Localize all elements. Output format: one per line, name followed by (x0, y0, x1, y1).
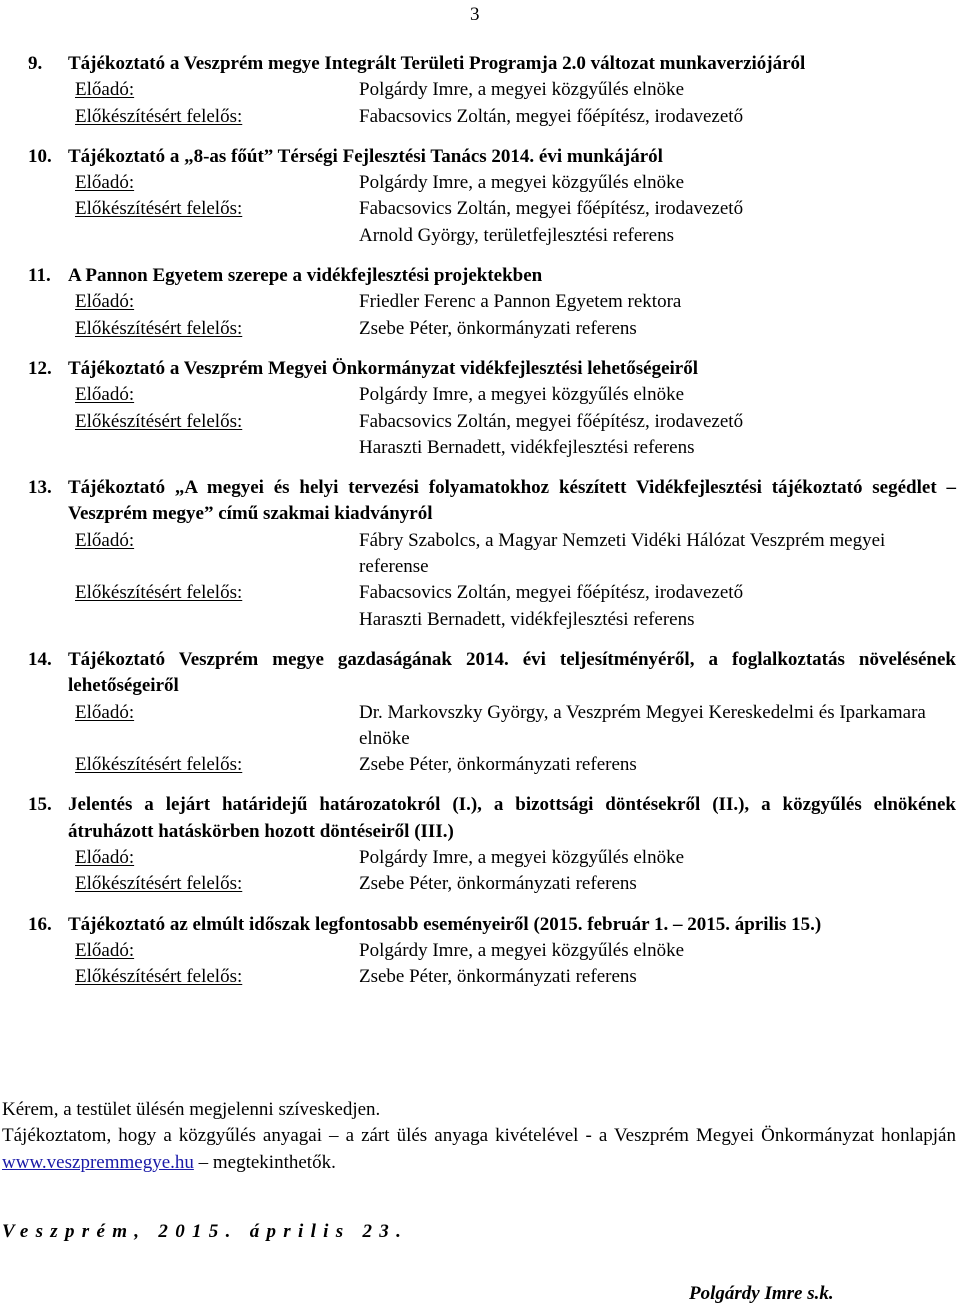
role-values (359, 196, 956, 249)
agenda-item-title: A Pannon Egyetem szerepe a vidékfejlesztési projektekben (68, 265, 543, 287)
agenda-item-heading (28, 647, 956, 700)
agenda-item (28, 51, 956, 130)
responsible-row (75, 580, 956, 633)
responsible-row (75, 104, 956, 130)
role-values (359, 382, 956, 408)
presenter-row (75, 382, 956, 408)
role-values (359, 700, 956, 753)
page-number: 3 (470, 4, 480, 25)
agenda-item-heading (28, 912, 956, 938)
agenda-item-number: 11. (28, 265, 51, 287)
responsible-name: Zsebe Péter, önkormányzati referens (359, 754, 637, 776)
presenter-row (75, 700, 956, 753)
presenter-label: Előadó: (75, 291, 135, 313)
agenda-item-heading (28, 144, 956, 170)
role-values (359, 964, 956, 990)
presenter-row (75, 845, 956, 871)
agenda-item-number: 10. (28, 145, 52, 167)
agenda-item-number: 15. (28, 794, 52, 816)
presenter-label: Előadó: (75, 847, 135, 869)
responsible-name: Fabacsovics Zoltán, megyei főépítész, irodavezető (359, 410, 744, 432)
role-values (359, 752, 956, 778)
presenter-name: Dr. Markovszky György, a Veszprém Megyei Kereskedelmi és Iparkamara elnöke (359, 701, 926, 749)
agenda-item-heading (28, 51, 956, 77)
presenter-label: Előadó: (75, 939, 135, 961)
role-values (359, 580, 956, 633)
presenter-name: Fábry Szabolcs, a Magyar Nemzeti Vidéki Hálózat Veszprém megyei referense (359, 529, 886, 578)
agenda-item (28, 356, 956, 461)
materials-notice-end: – megtekinthetők. (193, 1151, 336, 1173)
role-values (359, 104, 956, 130)
agenda-item-title: Tájékoztató „A megyei és helyi tervezési folyamatokhoz készített Vidékfejlesztési tájékoztató segédlet – Veszprém megye” című szakmai kiadványról (68, 477, 956, 525)
agenda-item-heading (28, 475, 956, 528)
presenter-label: Előadó: (75, 79, 135, 101)
role-values (359, 77, 956, 103)
responsible-label: Előkészítésért felelős: (75, 754, 243, 776)
agenda-item-number: 14. (28, 648, 52, 670)
presenter-row (75, 170, 956, 196)
presenter-label: Előadó: (75, 701, 135, 723)
agenda-item-heading (28, 792, 956, 845)
presenter-name: Polgárdy Imre, a megyei közgyűlés elnöke (359, 384, 685, 406)
responsible-name: Zsebe Péter, önkormányzati referens (359, 873, 637, 895)
role-values (359, 170, 956, 196)
agenda-item-title: Tájékoztató a Veszprém megye Integrált Területi Programja 2.0 változat munkaverziójáról (68, 53, 806, 74)
closing-section (2, 1097, 956, 1176)
responsible-row (75, 964, 956, 990)
agenda-item-number: 13. (28, 477, 52, 499)
agenda-item-number: 12. (28, 357, 52, 379)
responsible-name: Fabacsovics Zoltán, megyei főépítész, irodavezető (359, 582, 744, 604)
agenda-item (28, 792, 956, 897)
responsible-name: Fabacsovics Zoltán, megyei főépítész, irodavezető (359, 198, 744, 220)
role-values (359, 938, 956, 964)
agenda-item (28, 647, 956, 778)
agenda-item-title: Tájékoztató a „8-as főút” Térségi Fejlesztési Tanács 2014. évi munkájáról (68, 145, 663, 167)
presenter-label: Előadó: (75, 529, 135, 551)
agenda-item-title: Tájékoztató az elmúlt időszak legfontosabb eseményeiről (2015. február 1. – 2015. április 15.) (68, 913, 822, 935)
agenda-item-heading (28, 263, 956, 289)
responsible-label: Előkészítésért felelős: (75, 198, 243, 220)
agenda-item (28, 912, 956, 991)
role-values (359, 871, 956, 897)
agenda-item-heading (28, 356, 956, 382)
presenter-name: Polgárdy Imre, a megyei közgyűlés elnöke (359, 847, 685, 869)
agenda-item-number: 9. (28, 53, 43, 74)
role-values (359, 316, 956, 342)
role-values (359, 409, 956, 462)
responsible-label: Előkészítésért felelős: (75, 966, 243, 988)
responsible-row (75, 871, 956, 897)
presenter-row (75, 289, 956, 315)
presenter-name: Polgárdy Imre, a megyei közgyűlés elnöke (359, 79, 685, 101)
responsible-row (75, 316, 956, 342)
attendance-request: Kérem, a testület ülésén megjelenni szíveskedjen. (2, 1099, 381, 1120)
responsible-row (75, 409, 956, 462)
presenter-name: Polgárdy Imre, a megyei közgyűlés elnöke (359, 172, 685, 194)
responsible-label: Előkészítésért felelős: (75, 105, 243, 127)
responsible-row (75, 752, 956, 778)
place-and-date: Veszprém, 2015. április 23. (2, 1221, 409, 1242)
responsible-name: Haraszti Bernadett, vidékfejlesztési referens (359, 436, 695, 458)
materials-notice-text: Tájékoztatom, hogy a közgyűlés anyagai – a zárt ülés anyaga kivételével - a Veszprém Megyei Önkormányzat honlapján (2, 1125, 956, 1147)
agenda-item-number: 16. (28, 913, 52, 935)
responsible-label: Előkészítésért felelős: (75, 410, 243, 432)
role-values (359, 845, 956, 871)
agenda-item-title: Jelentés a lejárt határidejű határozatokról (I.), a bizottsági döntésekről (II.), a közgyűlés elnökének átruházott hatáskörben hozott döntéseiről (III.) (68, 794, 956, 842)
agenda-item-title: Tájékoztató a Veszprém Megyei Önkormányzat vidékfejlesztési lehetőségeiről (68, 357, 699, 379)
responsible-name: Fabacsovics Zoltán, megyei főépítész, irodavezető (359, 105, 744, 127)
agenda-list (28, 51, 956, 1005)
presenter-name: Polgárdy Imre, a megyei közgyűlés elnöke (359, 939, 685, 961)
responsible-name: Arnold György, területfejlesztési referens (359, 224, 674, 246)
agenda-item (28, 475, 956, 633)
materials-notice (2, 1123, 956, 1176)
responsible-label: Előkészítésért felelős: (75, 582, 243, 604)
responsible-label: Előkészítésért felelős: (75, 873, 243, 895)
signature: Polgárdy Imre s.k. (689, 1283, 834, 1304)
presenter-row (75, 938, 956, 964)
presenter-row (75, 77, 956, 103)
website-link[interactable]: www.veszpremmegye.hu (2, 1151, 194, 1173)
responsible-name: Zsebe Péter, önkormányzati referens (359, 966, 637, 988)
agenda-item-title: Tájékoztató Veszprém megye gazdaságának 2014. évi teljesítményéről, a foglalkoztatás növelésének lehetőségeiről (68, 648, 956, 697)
presenter-label: Előadó: (75, 172, 135, 194)
responsible-name: Zsebe Péter, önkormányzati referens (359, 317, 637, 339)
responsible-name: Haraszti Bernadett, vidékfejlesztési referens (359, 608, 695, 630)
responsible-label: Előkészítésért felelős: (75, 317, 243, 339)
role-values (359, 528, 956, 581)
presenter-row (75, 528, 956, 581)
presenter-label: Előadó: (75, 384, 135, 406)
presenter-name: Friedler Ferenc a Pannon Egyetem rektora (359, 291, 682, 313)
agenda-item (28, 263, 956, 342)
agenda-item (28, 144, 956, 249)
responsible-row (75, 196, 956, 249)
role-values (359, 289, 956, 315)
